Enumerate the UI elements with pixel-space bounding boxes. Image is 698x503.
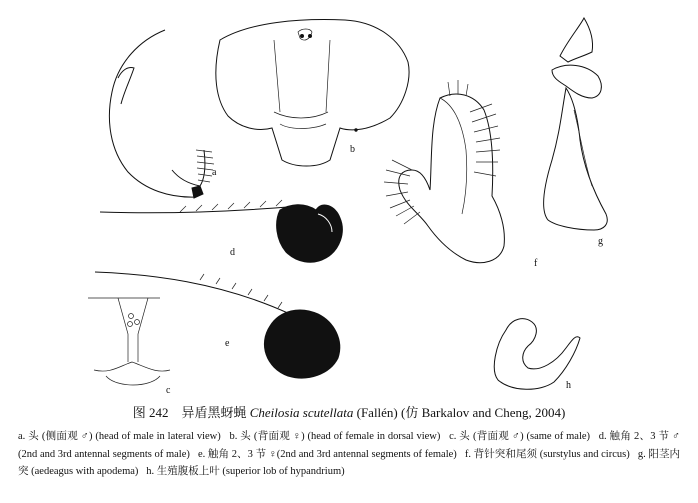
panel-label-a: a: [212, 167, 217, 178]
panel-label-b: b: [350, 144, 355, 155]
species-name: Cheilosia scutellata: [249, 405, 354, 420]
legend-item-h: h. 生殖腹板上叶 (superior lob of hypandrium): [146, 466, 345, 477]
figure-legend: [18, 428, 680, 481]
species-author: (Fallén): [356, 405, 398, 420]
figure-number: 图 242: [132, 405, 169, 420]
legend-item-f: f. 背针突和尾须 (surstylus and circus): [464, 448, 630, 460]
legend-item-e: e. 触角 2、3 节 ♀(2nd and 3rd antennal segments of female): [197, 448, 457, 460]
panel-label-e: e: [225, 338, 230, 349]
panel-b-head-dorsal-female: [216, 20, 409, 166]
panel-f-surstylus-circus: [384, 80, 538, 269]
panel-label-d: d: [230, 247, 235, 258]
legend-item-b: b. 头 (背面观 ♀) (head of female in dorsal view): [229, 431, 441, 442]
figure-caption-title: [0, 404, 698, 422]
legend-item-g: g. 阳茎内突 (aedeagus with apodema): [18, 448, 681, 477]
panel-d-antenna-male: [100, 200, 342, 262]
panel-label-h: h: [566, 380, 571, 391]
panel-label-g: g: [598, 236, 603, 247]
panel-h-hypandrium-lobe: [494, 319, 580, 391]
panel-g-aedeagus-apodema: [544, 18, 608, 247]
chinese-species-name: 异盾黑蚜蝇: [181, 405, 247, 420]
panel-label-c: c: [166, 385, 171, 396]
panel-a-head-lateral: [109, 30, 217, 198]
legend-item-a: a. 头 (侧面观 ♂) (head of male in lateral view): [18, 431, 221, 442]
panel-c-head-dorsal-male: [88, 298, 171, 396]
legend-item-d: d. 触角 2、3 节 ♂ (2nd and 3rd antennal segments of male): [18, 431, 681, 460]
figure-source: (仿 Barkalov and Cheng, 2004): [401, 405, 566, 420]
legend-item-c: c. 头 (背面观 ♂) (same of male): [449, 431, 591, 442]
panel-label-f: f: [534, 258, 538, 269]
